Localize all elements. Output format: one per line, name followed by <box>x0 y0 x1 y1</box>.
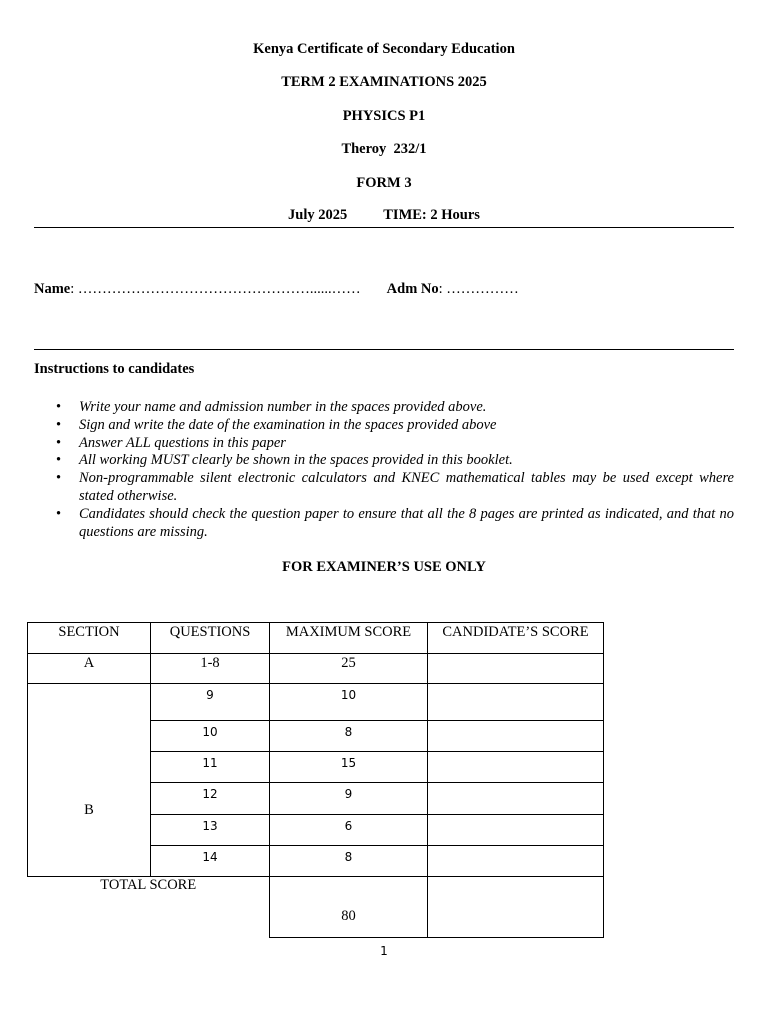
subject-title: PHYSICS P1 <box>342 108 426 124</box>
score-table <box>27 622 604 938</box>
header-divider <box>34 227 734 228</box>
exam-date-time <box>0 207 768 224</box>
instruction-item: • Non-programmable silent electronic calculators and KNEC mathematical tables may be used except where stated otherwise. <box>34 470 734 506</box>
max-score: 15 <box>270 752 428 783</box>
section-b-label: B <box>28 684 151 877</box>
question-number: 13 <box>151 815 270 846</box>
exam-date: July 2025 <box>288 207 348 223</box>
adm-no-label: Adm No <box>386 281 439 297</box>
details-divider <box>34 349 734 350</box>
total-max-score: 80 <box>270 877 428 938</box>
total-row <box>28 877 604 938</box>
instruction-item: • All working MUST clearly be shown in the spaces provided in this booklet. <box>34 452 734 470</box>
question-number: 9 <box>151 684 270 721</box>
total-score-label: TOTAL SCORE <box>28 877 270 938</box>
table-row <box>28 684 604 721</box>
instruction-item: • Candidates should check the question paper to ensure that all the 8 pages are printed as indicated, and that no questions are missing. <box>34 506 734 542</box>
score-table-header-row <box>28 623 604 654</box>
exam-council-title: Kenya Certificate of Secondary Education <box>253 41 515 57</box>
column-header-max-score: MAXIMUM SCORE <box>270 623 428 654</box>
page-number: 1 <box>380 944 388 958</box>
section-a-max-score: 25 <box>270 654 428 684</box>
instructions-heading: Instructions to candidates <box>34 361 195 377</box>
candidate-details <box>34 281 519 298</box>
instruction-item: • Answer ALL questions in this paper <box>34 435 734 453</box>
paper-code: Theroy 232/1 <box>341 141 427 157</box>
max-score: 8 <box>270 721 428 752</box>
exam-duration: TIME: 2 Hours <box>383 207 480 223</box>
instruction-item: • Write your name and admission number in the spaces provided above. <box>34 399 734 417</box>
max-score: 10 <box>270 684 428 721</box>
candidate-score-cell[interactable] <box>428 846 604 877</box>
question-number: 14 <box>151 846 270 877</box>
total-candidate-score[interactable] <box>428 877 604 938</box>
table-row <box>28 654 604 684</box>
instruction-item: • Sign and write the date of the examination in the spaces provided above <box>34 417 734 435</box>
section-a-questions: 1-8 <box>151 654 270 684</box>
section-a-candidate-score[interactable] <box>428 654 604 684</box>
column-header-questions: QUESTIONS <box>151 623 270 654</box>
column-header-section: SECTION <box>28 623 151 654</box>
candidate-score-cell[interactable] <box>428 684 604 721</box>
candidate-score-cell[interactable] <box>428 783 604 815</box>
name-field[interactable]: : …………………………………………......…… <box>70 281 361 297</box>
instructions-list <box>34 399 734 541</box>
examiner-use-heading: FOR EXAMINER’S USE ONLY <box>282 559 486 575</box>
column-header-candidate-score: CANDIDATE’S SCORE <box>428 623 604 654</box>
candidate-score-cell[interactable] <box>428 815 604 846</box>
question-number: 12 <box>151 783 270 815</box>
section-a-label: A <box>28 654 151 684</box>
question-number: 10 <box>151 721 270 752</box>
max-score: 6 <box>270 815 428 846</box>
max-score: 8 <box>270 846 428 877</box>
name-label: Name <box>34 281 71 297</box>
candidate-score-cell[interactable] <box>428 721 604 752</box>
form-level: FORM 3 <box>356 175 412 191</box>
adm-no-field[interactable]: : …………… <box>438 281 519 297</box>
question-number: 11 <box>151 752 270 783</box>
max-score: 9 <box>270 783 428 815</box>
candidate-score-cell[interactable] <box>428 752 604 783</box>
exam-term-title: TERM 2 EXAMINATIONS 2025 <box>281 74 487 90</box>
